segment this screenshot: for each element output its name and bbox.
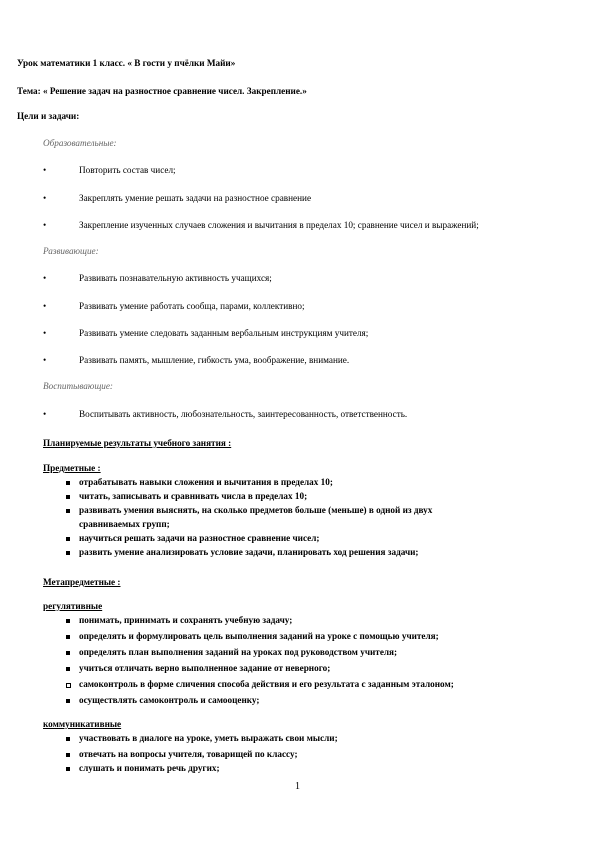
communicative-heading: коммуникативные <box>43 719 122 729</box>
list-item: отвечать на вопросы учителя, товарищей по классу; <box>79 749 298 759</box>
square-bullet-icon <box>66 551 70 555</box>
meta-results-heading: Метапредметные : <box>43 577 121 587</box>
bullet-icon: • <box>43 301 47 311</box>
square-bullet-icon <box>66 651 70 655</box>
planned-results-heading: Планируемые результаты учебного занятия : <box>43 438 232 448</box>
list-item: научиться решать задачи на разностное сравнение чисел; <box>79 533 320 543</box>
square-bullet-icon <box>66 737 70 741</box>
list-item: определять и формулировать цель выполнения заданий на уроке с помощью учителя; <box>79 631 439 641</box>
square-bullet-icon <box>66 619 70 623</box>
list-item: Закрепление изученных случаев сложения и вычитания в пределах 10; сравнение чисел и выражений; <box>79 220 479 230</box>
bullet-icon: • <box>43 355 47 365</box>
lesson-topic: Тема: « Решение задач на разностное сравнение чисел. Закрепление.» <box>17 86 307 96</box>
regulative-heading: регулятивные <box>43 601 103 611</box>
section-title-educational: Образовательные: <box>43 138 117 148</box>
section-title-developing: Развивающие: <box>43 246 99 256</box>
list-item: определять план выполнения заданий на уроках под руководством учителя; <box>79 647 398 657</box>
list-item: отрабатывать навыки сложения и вычитания в пределах 10; <box>79 477 333 487</box>
list-item: развить умение анализировать условие задачи, планировать ход решения задачи; <box>79 547 419 557</box>
page-number: 1 <box>295 781 300 792</box>
list-item: Воспитывать активность, любознательность, заинтересованность, ответственность. <box>79 409 408 419</box>
list-item: Закреплять умение решать задачи на разностное сравнение <box>79 193 312 203</box>
list-item: Повторить состав чисел; <box>79 165 176 175</box>
square-bullet-icon <box>66 537 70 541</box>
square-bullet-icon <box>66 767 70 771</box>
section-title-upbringing: Воспитывающие: <box>43 381 113 391</box>
square-bullet-icon <box>66 699 70 703</box>
list-item: Развивать познавательную активность учащихся; <box>79 273 272 283</box>
hollow-square-bullet-icon <box>66 683 71 688</box>
bullet-icon: • <box>43 193 47 203</box>
lesson-title: Урок математики 1 класс. « В гости у пчёлки Майи» <box>17 58 236 68</box>
subject-results-heading: Предметные : <box>43 463 101 473</box>
list-item-continuation: сравниваемых групп; <box>79 519 170 529</box>
list-item: Развивать память, мышление, гибкость ума, воображение, внимание. <box>79 355 350 365</box>
list-item: осуществлять самоконтроль и самооценку; <box>79 695 260 705</box>
list-item: самоконтроль в форме сличения способа действия и его результата с заданным эталоном; <box>79 679 454 689</box>
list-item: понимать, принимать и сохранять учебную задачу; <box>79 615 293 625</box>
list-item: Развивать умение следовать заданным вербальным инструкциям учителя; <box>79 328 369 338</box>
square-bullet-icon <box>66 753 70 757</box>
bullet-icon: • <box>43 328 47 338</box>
list-item: развивать умения выяснять, на сколько предметов больше (меньше) в одной из двух <box>79 505 433 515</box>
goals-heading: Цели и задачи: <box>17 111 80 121</box>
list-item: Развивать умение работать сообща, парами, коллективно; <box>79 301 305 311</box>
list-item: учиться отличать верно выполненное задание от неверного; <box>79 663 331 673</box>
square-bullet-icon <box>66 509 70 513</box>
bullet-icon: • <box>43 409 47 419</box>
square-bullet-icon <box>66 635 70 639</box>
bullet-icon: • <box>43 273 47 283</box>
bullet-icon: • <box>43 220 47 230</box>
bullet-icon: • <box>43 165 47 175</box>
square-bullet-icon <box>66 667 70 671</box>
list-item: участвовать в диалоге на уроке, уметь выражать свои мысли; <box>79 733 338 743</box>
list-item: читать, записывать и сравнивать числа в пределах 10; <box>79 491 308 501</box>
square-bullet-icon <box>66 481 70 485</box>
list-item: слушать и понимать речь других; <box>79 763 220 773</box>
square-bullet-icon <box>66 495 70 499</box>
